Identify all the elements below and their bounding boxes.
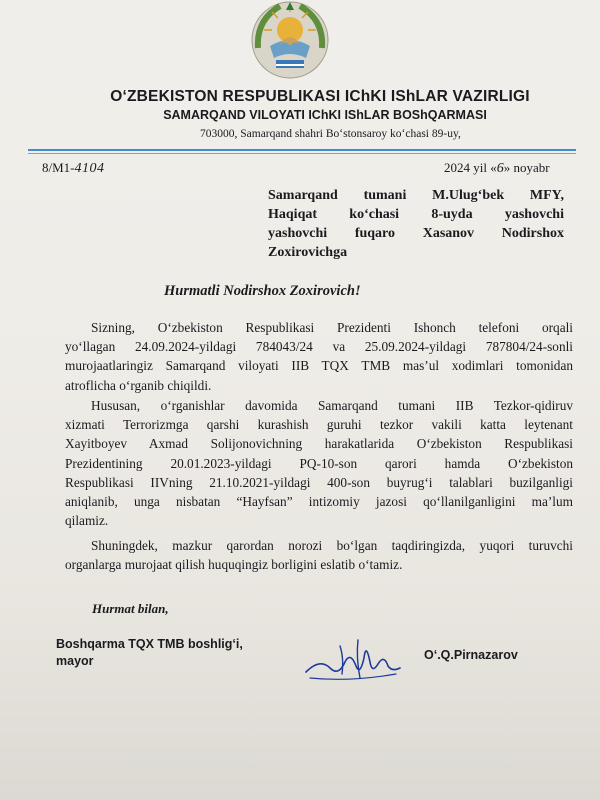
header-divider [28, 149, 576, 151]
closing-salutation: Hurmat bilan, [92, 601, 169, 616]
signatory-position-line: Boshqarma TQX TMB boshlig‘i, [56, 637, 243, 651]
ministry-title: O‘ZBEKISTON RESPUBLIKASI IChKI IShLAR VAZIRLIGI [110, 88, 530, 105]
addressee-line: Samarqand tumani M.Ulug‘bek MFY, [268, 188, 564, 203]
paragraph-line: aniqlanib, unga nisbatan “Hayfsan” intizomiy jazosi qo‘llanilganligini ma’lum [65, 494, 573, 510]
letter-date [444, 160, 550, 177]
paragraph-line: organlarga murojaat qilish huquqingiz borligini eslatib o‘tamiz. [65, 557, 403, 573]
addressee-block [268, 186, 564, 262]
paragraph-line: Respublikasi IIVning 21.10.2021-yildagi 400-son buyrug‘i talablari buzilganligi [65, 474, 573, 490]
paragraph-1 [65, 318, 573, 395]
paragraph-line: xizmati Terrorizmga qarshi kurashish guruhi tezkor vakili katta leytenant [65, 417, 573, 433]
reference-number-handwritten: 4104 [74, 161, 105, 176]
paragraph-3 [65, 536, 573, 574]
paragraph-line: yo‘llagan 24.09.2024-yildagi 784043/24 va 25.09.2024-yildagi 787804/24-sonli [65, 339, 573, 355]
paragraph-line: murojaatlaringiz Samarqand viloyati IIB TQX TMB mas’ul xodimlari tomonidan [65, 358, 573, 374]
signatory-name: O‘.Q.Pirnazarov [424, 648, 518, 662]
paragraph-line: Hususan, o‘rganishlar davomida Samarqand tumani IIB Tezkor-qidiruv [91, 398, 573, 413]
signatory-rank: mayor [56, 654, 94, 668]
date-day-handwritten: 6 [496, 161, 504, 176]
header-divider-thin [28, 153, 576, 154]
paragraph-line: Prezidentining 20.01.2023-yildagi PQ-10-son qarori hamda O‘zbekiston [65, 455, 573, 471]
reference-number [42, 160, 105, 177]
signature-icon [300, 628, 410, 688]
department-address: 703000, Samarqand shahri Bo‘stonsaroy ko‘chasi 89-uy, [200, 128, 461, 140]
greeting: Hurmatli Nodirshox Zoxirovich! [164, 283, 361, 299]
signatory-position [56, 636, 243, 670]
addressee-line: yashovchi fuqaro Xasanov Nodirshox [268, 226, 564, 241]
department-title: SAMARQAND VILOYATI IChKI IShLAR BOShQARMASI [163, 108, 487, 122]
addressee-line: Zoxirovichga [268, 245, 348, 260]
paragraph-line: atroflicha o‘rganib chiqildi. [65, 377, 212, 393]
paragraph-line: qilamiz. [65, 513, 109, 529]
paragraph-line: Xayitboyev Axmad Solijonovichning harakatlarida O‘zbekiston Respublikasi [65, 436, 573, 452]
paragraph-2 [65, 396, 573, 530]
date-month: » noyabr [503, 160, 550, 175]
addressee-line: Haqiqat ko‘chasi 8-uyda yashovchi [268, 207, 564, 222]
paragraph-line: Shuningdek, mazkur qarordan norozi bo‘lgan taqdiringizda, yuqori turuvchi [91, 538, 573, 553]
date-year: 2024 yil « [444, 160, 497, 175]
paragraph-line: Sizning, O‘zbekiston Respublikasi Prezidenti Ishonch telefoni orqali [91, 320, 573, 335]
state-emblem-icon [250, 0, 330, 80]
reference-prefix: 8/M1- [42, 160, 75, 175]
